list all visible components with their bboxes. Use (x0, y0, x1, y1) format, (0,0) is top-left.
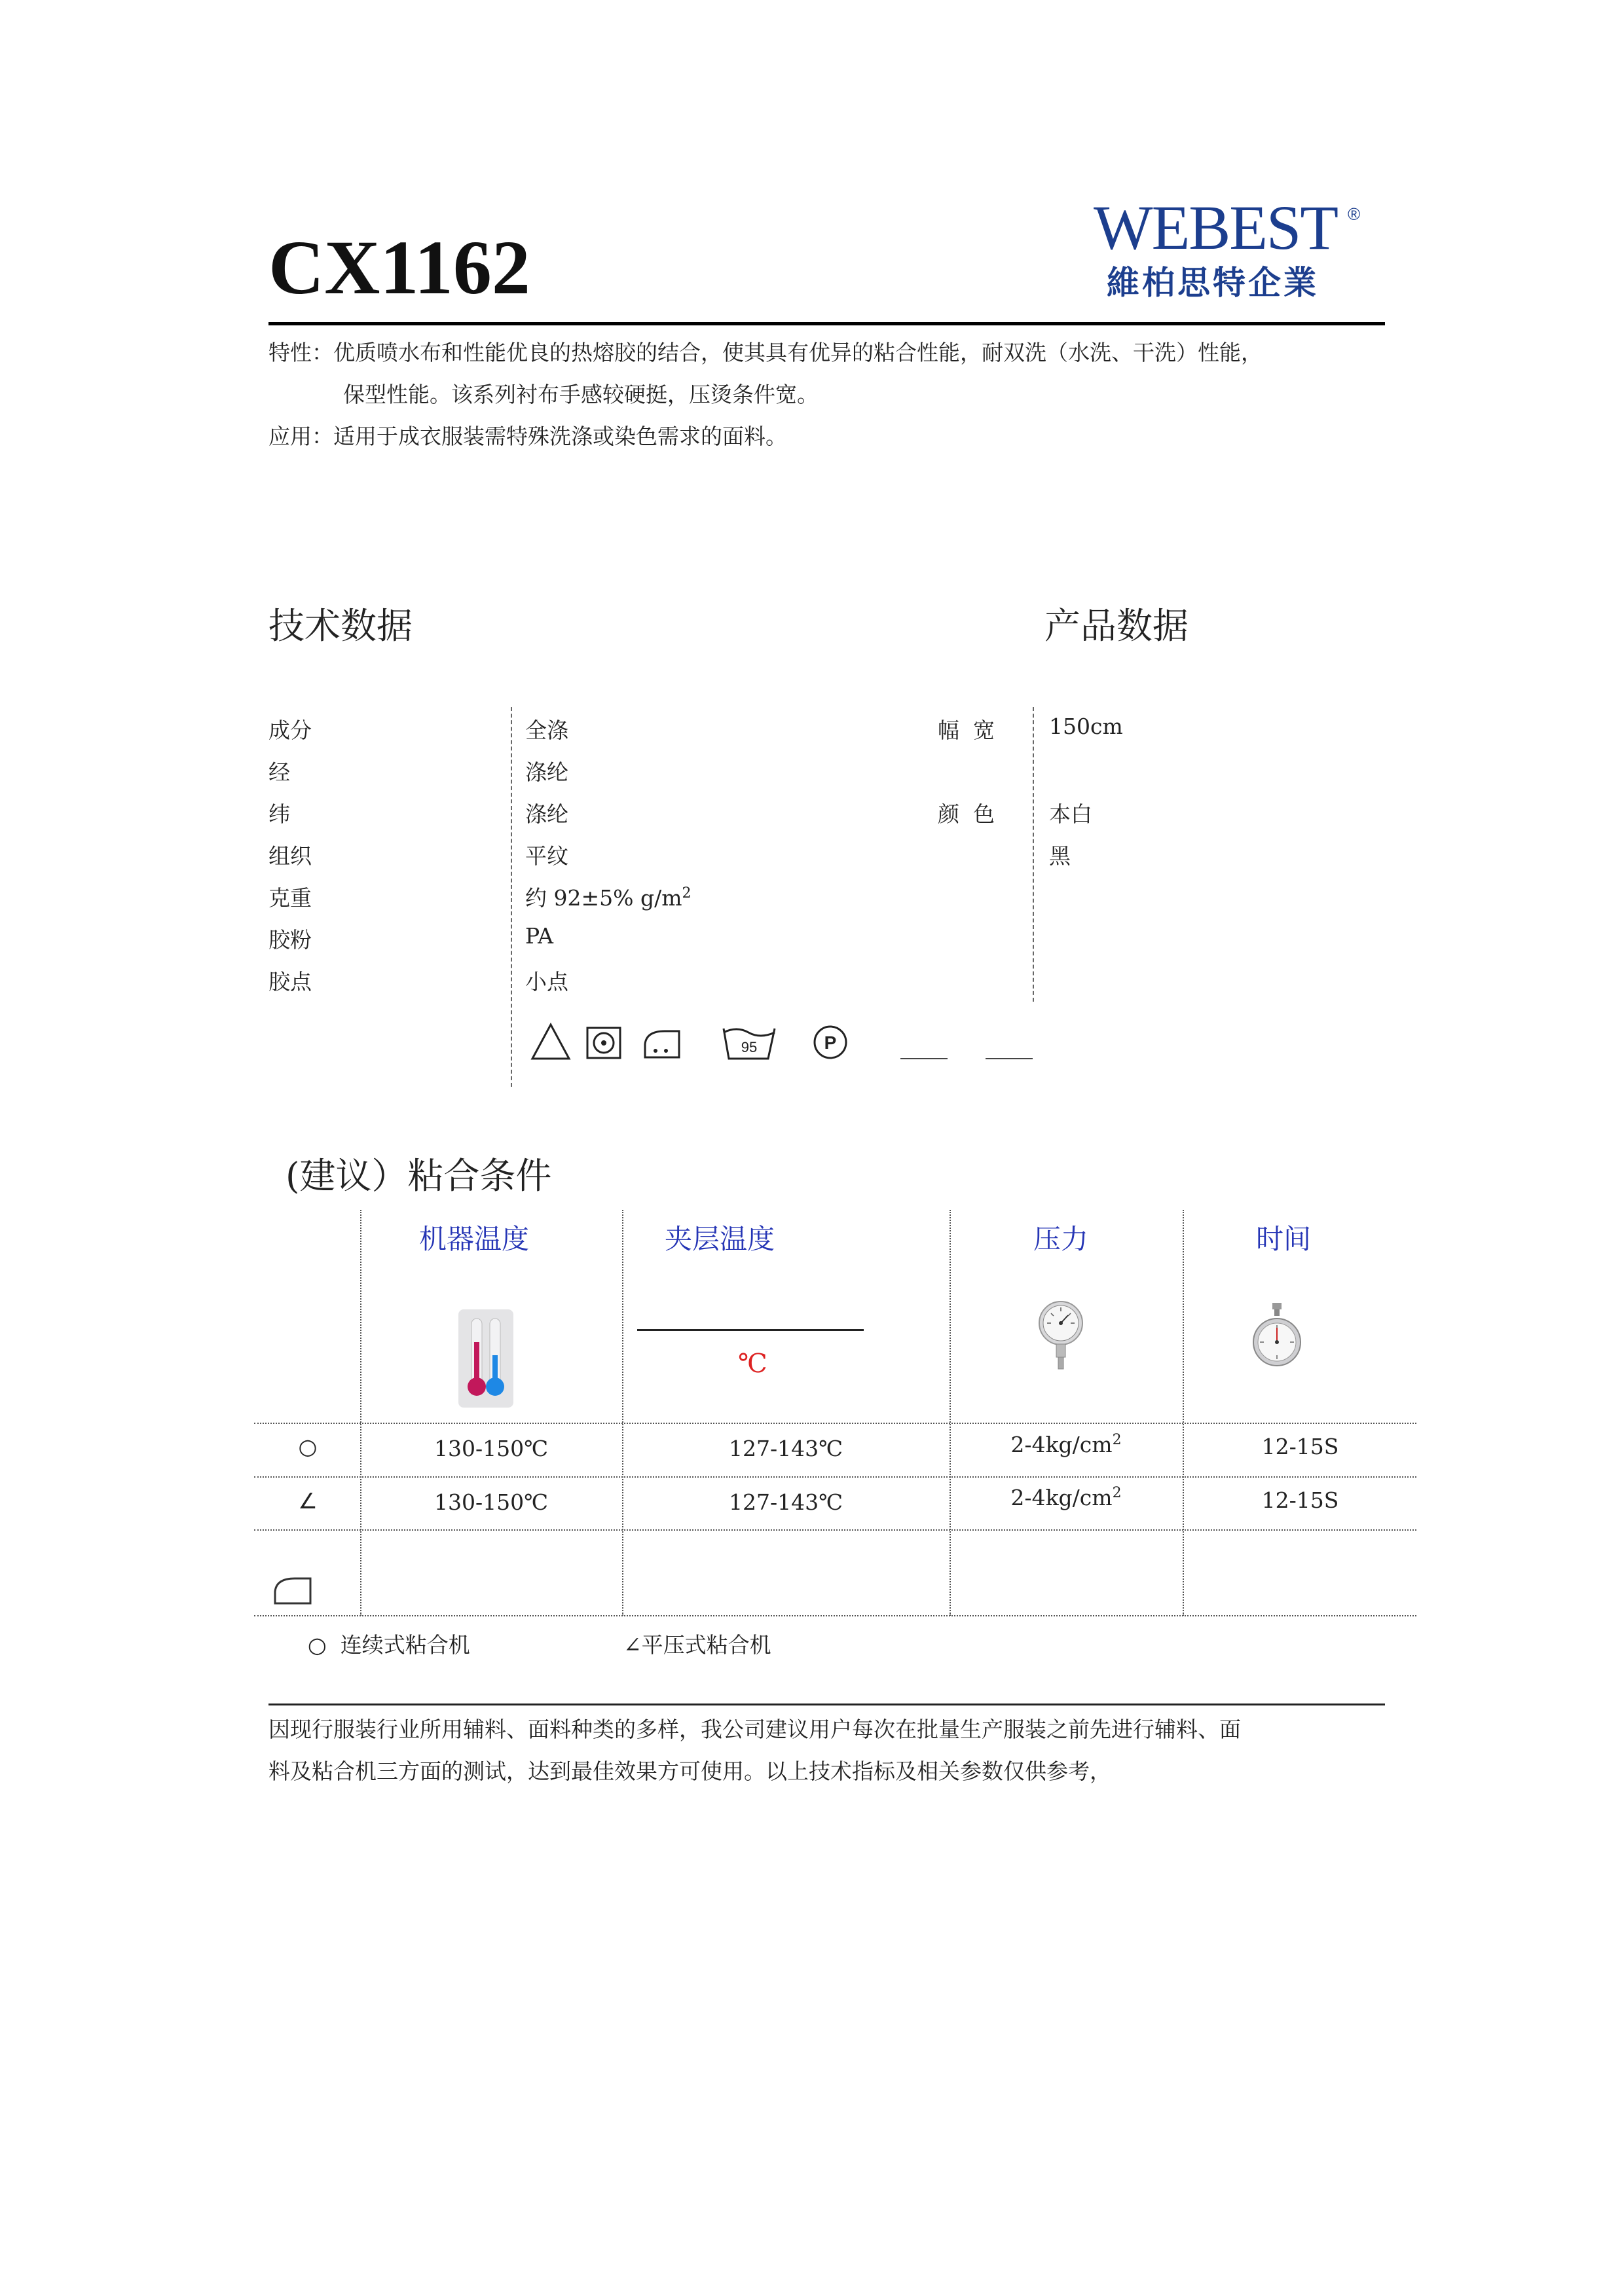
tech-value-weft: 涤纶 (525, 801, 568, 827)
feature-label: 特性： (268, 340, 333, 365)
logo-registered-mark: ® (1348, 204, 1361, 224)
tech-data-title: 技术数据 (268, 605, 413, 647)
stopwatch-icon (1252, 1303, 1302, 1372)
row1-symbol: ○ (298, 1434, 318, 1459)
header-pressure: 压力 (1033, 1223, 1089, 1255)
tech-value-composition: 全涤 (525, 718, 568, 743)
header-divider (268, 322, 1385, 325)
bonding-title: (建议）粘合条件 (286, 1155, 552, 1197)
tech-value-dot: 小点 (525, 969, 568, 994)
color-label: 颜 色 (938, 801, 995, 827)
header-time: 时间 (1256, 1223, 1312, 1255)
tech-value-warp: 涤纶 (525, 759, 568, 785)
row1-layer-temp: 127-143℃ (728, 1436, 843, 1461)
row1-machine-temp: 130-150℃ (434, 1436, 549, 1461)
layer-temp-unit: ℃ (738, 1349, 767, 1379)
bond-row-line-3 (254, 1529, 1416, 1531)
tech-value-adhesive: PA (525, 923, 554, 949)
row2-pressure (951, 1485, 1181, 1510)
row1-pressure-value: 2-4kg/cm (1010, 1432, 1113, 1457)
row1-time: 12-15S (1261, 1434, 1339, 1459)
dry-clean-p-label: P (824, 1032, 837, 1053)
header-layer-temp: 夹层温度 (665, 1223, 775, 1255)
feature-line-2: 保型性能。该系列衬布手感较硬挺，压烫条件宽。 (343, 382, 819, 407)
tech-label-adhesive: 胶粉 (268, 927, 312, 953)
logo-english: WEBEST (1094, 192, 1337, 263)
bond-row-line-4 (254, 1615, 1416, 1616)
application-text: 适用于成衣服装需特殊洗涤或染色需求的面料。 (333, 424, 787, 449)
bleach-triangle-icon (532, 1025, 569, 1059)
wash-temperature-icon (724, 1029, 775, 1059)
logo-chinese: 維柏思特企業 (1107, 264, 1319, 302)
row1-pressure (951, 1432, 1181, 1457)
tech-label-warp: 经 (268, 759, 290, 785)
row2-pressure-sup: 2 (1112, 1485, 1122, 1501)
product-data-title: 产品数据 (1044, 605, 1189, 647)
header-machine-temp: 机器温度 (419, 1223, 530, 1255)
product-code: CX1162 (268, 225, 530, 310)
pressure-gauge-icon (1038, 1300, 1084, 1378)
bond-col-line-4 (1183, 1210, 1184, 1616)
width-label: 幅 宽 (938, 718, 995, 743)
tech-divider (511, 707, 512, 1087)
tumble-dry-icon (587, 1028, 620, 1058)
row1-pressure-sup: 2 (1112, 1432, 1122, 1448)
weight-unit-sup: 2 (682, 885, 692, 902)
row2-layer-temp: 127-143℃ (728, 1489, 843, 1515)
wash-temp-label: 95 (741, 1039, 758, 1055)
product-divider (1033, 707, 1034, 1002)
tech-label-dot: 胶点 (268, 969, 312, 994)
feature-line-1: 优质喷水布和性能优良的热熔胶的结合，使其具有优异的粘合性能，耐双洗（水洗、干洗）性能， (333, 340, 1263, 365)
color-value-black: 黑 (1049, 843, 1071, 869)
feature-paragraph (268, 332, 1395, 458)
tech-label-weft: 纬 (268, 801, 290, 827)
color-value-white: 本白 (1049, 801, 1092, 827)
application-label: 应用： (268, 424, 333, 449)
tech-label-composition: 成分 (268, 718, 312, 743)
width-value: 150cm (1049, 714, 1123, 739)
tech-label-weave: 组织 (268, 843, 312, 869)
row2-machine-temp: 130-150℃ (434, 1489, 549, 1515)
bond-col-line-3 (950, 1210, 951, 1616)
iron-medium-icon (645, 1031, 679, 1057)
footer-line-1: 因现行服装行业所用辅料、面料种类的多样，我公司建议用户每次在批量生产服装之前先进行辅料、面 (268, 1717, 1241, 1742)
thermometer-icon (458, 1309, 513, 1408)
row2-symbol: ∠ (298, 1488, 318, 1514)
row2-pressure-value: 2-4kg/cm (1010, 1485, 1113, 1510)
legend-flat: ∠平压式粘合机 (623, 1632, 771, 1658)
bond-row-line-2 (254, 1476, 1416, 1478)
footer-line-2: 料及粘合机三方面的测试，达到最佳效果方可使用。以上技术指标及相关参数仅供参考， (268, 1758, 1111, 1784)
weight-value: 约 92±5% g/m (525, 885, 682, 911)
dry-clean-p-icon (815, 1027, 846, 1058)
legend-continuous: ○ 连续式粘合机 (308, 1632, 470, 1658)
bond-row-line-1 (254, 1423, 1416, 1424)
tech-value-weave: 平纹 (525, 843, 568, 869)
footer-note (268, 1709, 1395, 1793)
row2-time: 12-15S (1261, 1487, 1339, 1513)
company-logo (1094, 192, 1375, 302)
care-symbols (527, 1018, 1038, 1070)
tech-value-weight (525, 881, 692, 912)
iron-icon (272, 1575, 314, 1606)
bond-col-line-2 (622, 1210, 623, 1616)
layer-temp-blank-line (637, 1329, 864, 1331)
bond-col-line-1 (360, 1210, 361, 1616)
footer-divider (268, 1704, 1385, 1705)
tech-label-weight: 克重 (268, 885, 312, 911)
